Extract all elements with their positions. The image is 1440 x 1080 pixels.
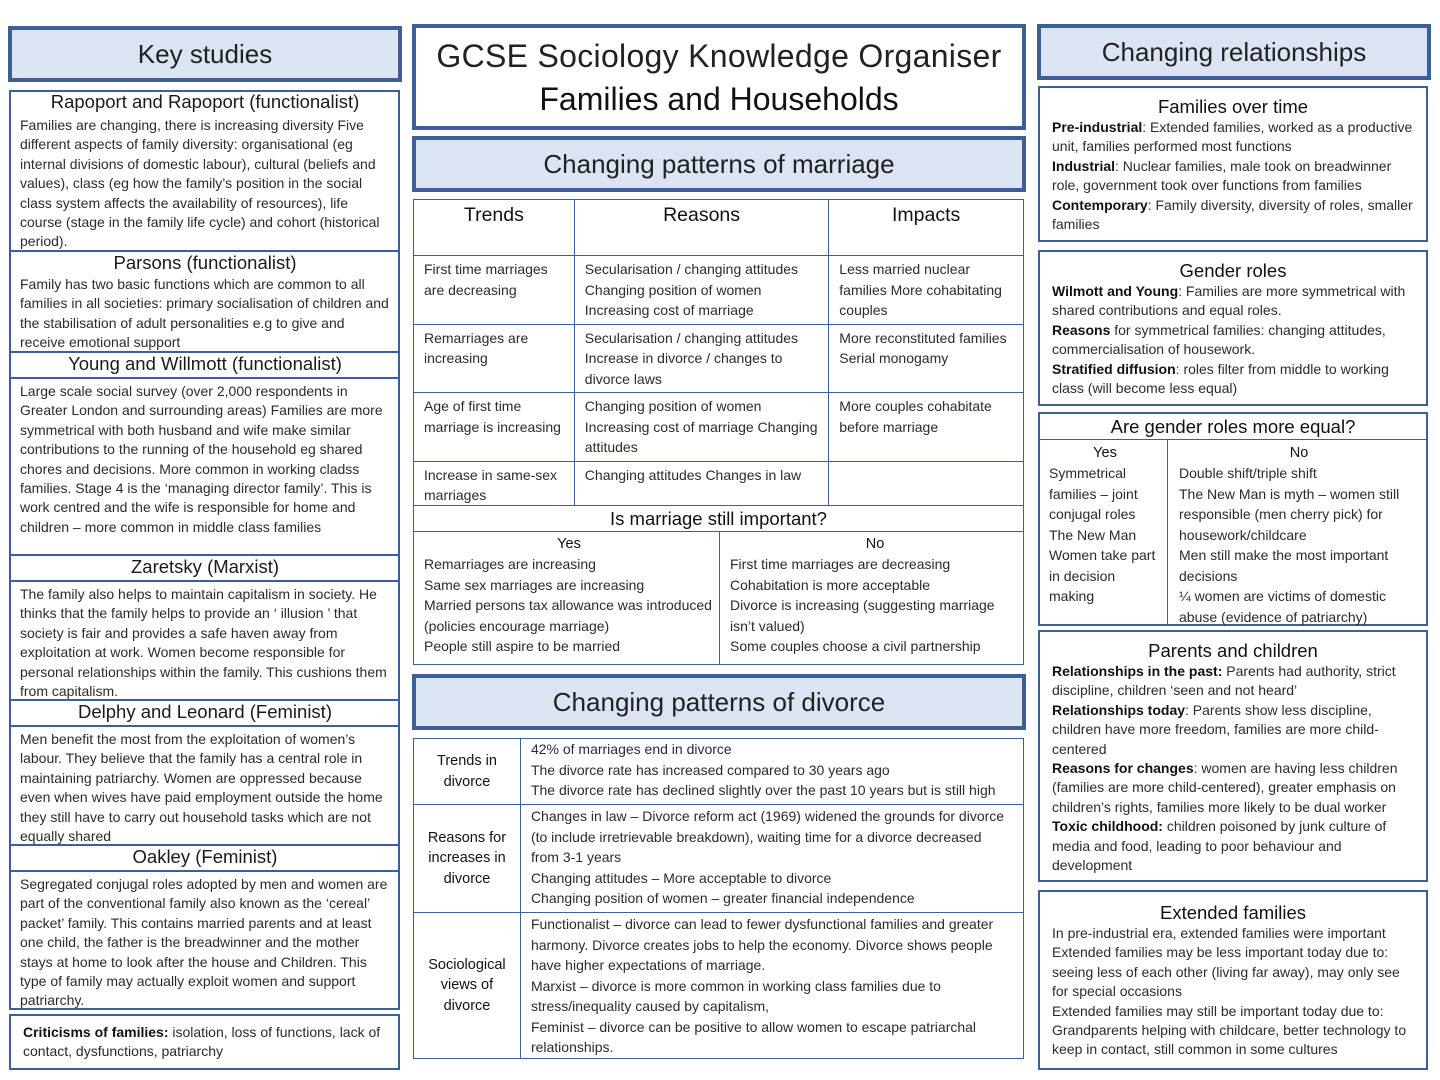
divorce-row-label: Trends in divorce — [414, 739, 521, 805]
list-item: Extended families may still be important today due to: Grandparents helping with childcare, better technology to keep in contact, still common in some cultures — [1052, 1002, 1407, 1058]
item-text: : Families are more symmetrical with shared contributions and equal roles. — [1052, 283, 1406, 319]
column-header-reasons: Reasons — [574, 200, 829, 256]
criticisms-box — [9, 1014, 400, 1070]
yes-label: Yes — [1093, 445, 1117, 461]
section-title: Gender roles — [1179, 260, 1287, 281]
divorce-row-label: Reasons for increases in divorce — [414, 805, 521, 913]
key-studies-heading: Key studies — [137, 38, 273, 69]
section-title: Extended families — [1159, 902, 1307, 923]
list-item: Remarriages are increasing — [424, 556, 596, 572]
table-cell-reasons: Secularisation / changing attitudes Increase in divorce / changes to divorce laws — [574, 324, 829, 393]
study-young-willmott — [10, 351, 400, 555]
item-label: Relationships in the past: — [1052, 663, 1223, 679]
item-text: : Parents show less discipline, children have more freedom, families are more child-centered — [1052, 701, 1379, 757]
families-over-time-panel — [1038, 86, 1428, 242]
item-label: Pre-industrial — [1052, 119, 1143, 135]
marriage-important-heading: Is marriage still important? — [414, 506, 1023, 532]
key-studies-header — [8, 26, 402, 82]
study-text: Families are changing, there is increasing diversity Five different aspects of family diversity: organisational (eg internal divisions of domestic labour), cultural (beliefs and values), class (eg how the family’s position in the social class system affects the availability of resources), life course (stage in the family life cycle) and cohort (historical period). — [20, 117, 380, 250]
list-item: Same sex marriages are increasing — [424, 576, 645, 593]
list-item: Extended families may be less important today due to: seeing less of each other (living far away), may only see for special occasions — [1052, 944, 1400, 1000]
list-item: People still aspire to be married — [424, 638, 621, 654]
list-item: Men still make the most important decisions — [1179, 547, 1389, 584]
table-cell-trend: First time marriages are decreasing — [414, 256, 575, 325]
divorce-heading: Changing patterns of divorce — [552, 686, 886, 717]
relationships-heading: Changing relationships — [1101, 36, 1367, 67]
study-title: Zaretsky (Marxist) — [10, 554, 400, 582]
marriage-table — [413, 199, 1024, 520]
table-cell-reasons: Changing position of women Increasing cost of marriage Changing attitudes — [574, 393, 829, 462]
table-cell-impacts: More couples cohabitate before marriage — [829, 393, 1024, 462]
item-label: Reasons — [1052, 321, 1111, 338]
table-cell-impacts: Less married nuclear families More cohabitating couples — [829, 256, 1024, 325]
study-title: Parsons (functionalist) — [10, 250, 400, 274]
list-item: The New Man is myth – women still responsible (men cherry pick) for housework/childcare — [1179, 485, 1400, 543]
list-item: Functionalist – divorce can lead to fewer dysfunctional families and greater harmony. Divorce creates jobs to help the economy. Divorce shows people have higher expectations of marriage. — [530, 916, 994, 973]
criticisms-label: Criticisms of families: — [23, 1024, 169, 1040]
no-label: No — [865, 536, 885, 552]
divorce-row-label: Sociological views of divorce — [414, 913, 521, 1059]
list-item: Some couples choose a civil partnership — [730, 638, 981, 654]
parents-children-panel — [1038, 630, 1428, 882]
section-title: Parents and children — [1148, 640, 1318, 661]
item-text: Parents had authority, strict discipline, children ‘seen and not heard’ — [1052, 663, 1396, 699]
list-item: Feminist – divorce can be positive to allow women to escape patriarchal relationships. — [530, 1018, 977, 1055]
marriage-important-box — [413, 505, 1024, 665]
divorce-header — [412, 674, 1026, 730]
study-title: Young and Willmott (functionalist) — [10, 351, 400, 379]
item-text: : roles filter from middle to working class (will become less equal) — [1052, 360, 1389, 397]
table-cell-reasons: Secularisation / changing attitudes Changing position of women Increasing cost of marriage — [574, 256, 829, 325]
list-item: Cohabitation is more acceptable — [730, 576, 931, 593]
title-box — [412, 24, 1026, 130]
item-text: children poisoned by junk culture of media and food, leading to poor behaviour and development — [1052, 818, 1387, 874]
column-header-trends: Trends — [414, 200, 575, 256]
list-item: Divorce is increasing (suggesting marriage isn’t valued) — [730, 597, 995, 634]
column-header-impacts: Impacts — [829, 200, 1024, 256]
yes-label: Yes — [557, 536, 581, 552]
table-cell-impacts: More reconstituted families Serial monogamy — [829, 324, 1024, 393]
table-cell-trend: Remarriages are increasing — [414, 324, 575, 393]
study-rapoport — [10, 91, 400, 251]
study-title: Oakley (Feminist) — [10, 844, 400, 872]
marriage-header — [412, 136, 1026, 192]
page-title: GCSE Sociology Knowledge Organiser — [436, 38, 1002, 74]
divorce-table — [413, 738, 1024, 1059]
list-item: The divorce rate has declined slightly over the past 10 years but is still high — [530, 782, 996, 798]
study-text: Family has two basic functions which are common to all families in all societies: primary socialisation of children and the stabilisation of adult personalities e.g to give and receive emotional support — [20, 276, 389, 351]
gender-equal-panel — [1038, 412, 1428, 626]
extended-families-panel — [1038, 890, 1428, 1070]
list-item: Symmetrical families – joint conjugal roles — [1049, 465, 1138, 522]
list-item: Marxist – divorce is more common in working class families due to stress/inequality caused by capitalism, — [530, 977, 941, 1014]
item-label: Stratified diffusion — [1052, 360, 1176, 377]
list-item: In pre-industrial era, extended families were important — [1052, 925, 1386, 941]
item-text: : Nuclear families, male took on breadwinner role, government took over functions from families — [1052, 157, 1392, 194]
table-cell-trend: Age of first time marriage is increasing — [414, 393, 575, 462]
list-item: Women take part in decision making — [1049, 547, 1156, 604]
no-label: No — [1289, 445, 1309, 461]
list-item: 42% of marriages end in divorce — [530, 741, 732, 757]
list-item: The New Man — [1049, 526, 1137, 543]
study-oakley — [10, 844, 400, 1010]
table-cell-trend: Increase in same-sex marriages — [414, 461, 575, 519]
item-text: : women are having less children (families are more child-centered), greater emphasis on children’s rights, families more likely to be dual worker — [1052, 760, 1398, 815]
gender-roles-panel — [1038, 250, 1428, 406]
list-item: Changes in law – Divorce reform act (1969) widened the grounds for divorce (to include irretrievable breakdown), waiting time for a divorce decreased from 3-1 years — [530, 808, 1005, 865]
item-text: : Family diversity, diversity of roles, smaller families — [1052, 196, 1413, 233]
study-zaretsky — [10, 554, 400, 700]
item-text: : Extended families, worked as a productive unit, families performed most functions — [1052, 119, 1413, 155]
study-text: Men benefit the most from the exploitation of women’s labour. They believe that the family has a central role in maintaining patriarchy. Women are oppressed because even when wives have paid employment outside the home they still have to carry out household tasks which are not equally shared — [20, 731, 383, 845]
item-label: Wilmott and Young — [1052, 283, 1179, 299]
item-label: Industrial — [1052, 157, 1116, 174]
study-text: Segregated conjugal roles adopted by men and women are part of the conventional family also known as the ‘cereal’ packet’ family. This contains married parents and at least one child, the father is the breadwinner and the mother stays at home to look after the house and Children. This type of family may actually exploit women and support patriarchy. — [20, 876, 388, 1009]
relationships-header — [1037, 24, 1431, 80]
item-label: Contemporary — [1052, 196, 1148, 213]
page-subtitle: Families and Households — [539, 81, 899, 117]
list-item: The divorce rate has increased compared to 30 years ago — [530, 761, 890, 778]
list-item: ¼ women are victims of domestic abuse (evidence of patriarchy) — [1179, 588, 1386, 625]
study-title: Delphy and Leonard (Feminist) — [10, 699, 400, 727]
section-title: Are gender roles more equal? — [1040, 414, 1426, 440]
item-label: Relationships today — [1052, 701, 1186, 718]
list-item: First time marriages are decreasing — [730, 556, 951, 572]
study-title: Rapoport and Rapoport (functionalist) — [50, 91, 360, 112]
criticisms-text: isolation, loss of functions, lack of contact, dysfunctions, patriarchy — [23, 1024, 381, 1060]
study-text: Large scale social survey (over 2,000 respondents in Greater London and surrounding areas) Families are more symmetrical with both husband and wife make similar contributions to the running of the household eg shared chores and decisions. More common in working cladss families. Stage 4 is the ‘managing director family’. This is work centred and the wife is responsible for home and children – more common in middle class families — [20, 383, 383, 535]
item-label: Toxic childhood: — [1052, 818, 1163, 835]
table-cell-reasons: Changing attitudes Changes in law — [574, 461, 829, 519]
list-item: Married persons tax allowance was introduced (policies encourage marriage) — [424, 597, 712, 634]
study-delphy-leonard — [10, 699, 400, 845]
list-item: Double shift/triple shift — [1179, 465, 1317, 481]
item-label: Reasons for changes — [1052, 760, 1194, 777]
list-item: Changing attitudes – More acceptable to divorce — [530, 869, 832, 886]
section-title: Families over time — [1157, 96, 1309, 117]
item-text: for symmetrical families: changing attitudes, commercialisation of housework. — [1052, 321, 1386, 358]
marriage-heading: Changing patterns of marriage — [543, 148, 895, 179]
study-text: The family also helps to maintain capitalism in society. He thinks that the family helps to provide an ‘ illusion ’ that society is fair and provides a safe haven away from exploitation at work. Women become responsible for personal relationships within the family. This cushions them from capitalism. — [20, 586, 387, 700]
study-parsons — [10, 250, 400, 352]
list-item: Changing position of women – greater financial independence — [530, 890, 915, 906]
